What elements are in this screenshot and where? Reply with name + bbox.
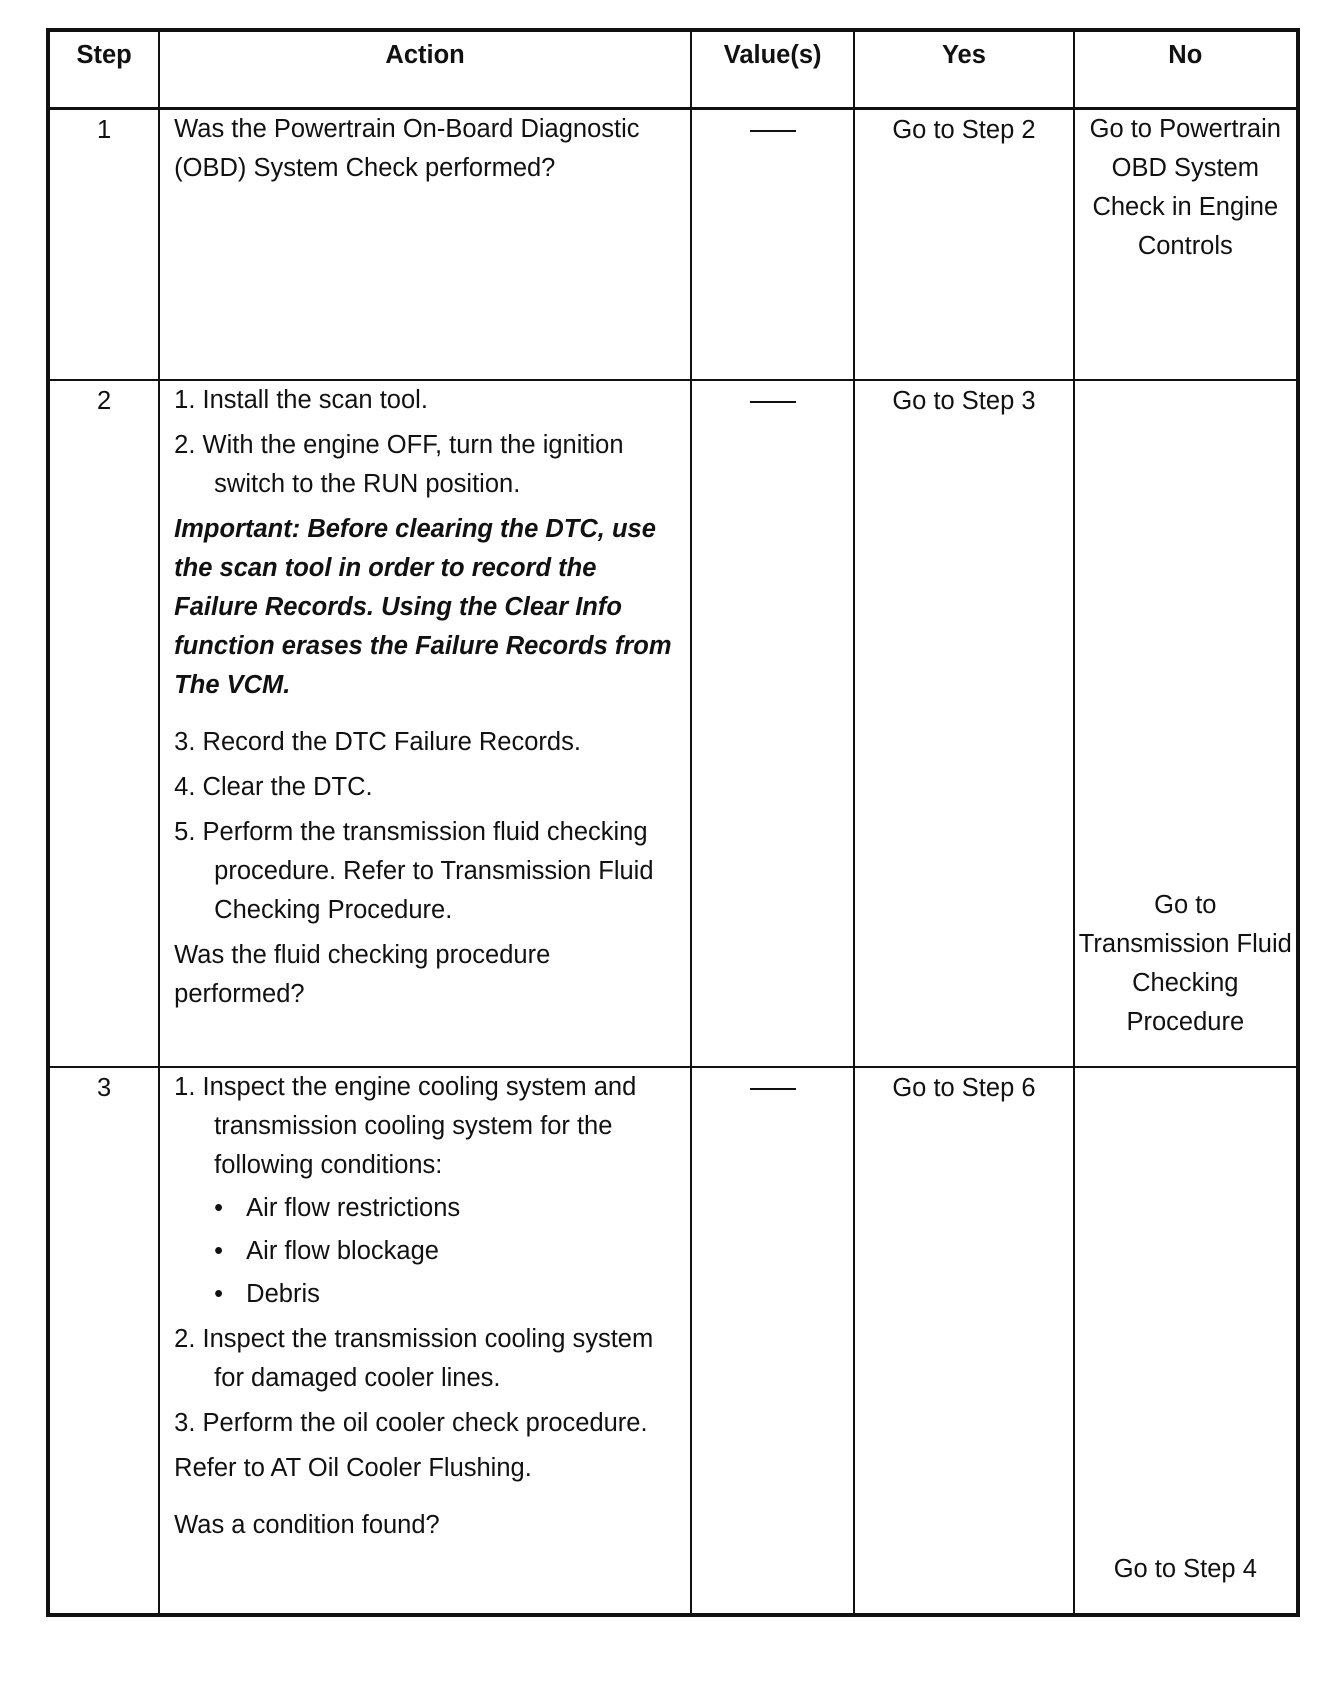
header-yes: Yes — [854, 30, 1073, 109]
value-cell — [691, 1067, 854, 1615]
yes-cell: Go to Step 6 — [854, 1067, 1073, 1615]
diagnostic-table — [46, 28, 1300, 1617]
header-step: Step — [48, 30, 159, 109]
action-item: 2. Inspect the transmission cooling system for damaged cooler lines. — [174, 1325, 654, 1392]
value-dash — [750, 130, 796, 132]
action-item: 4. Clear the DTC. — [174, 773, 373, 801]
action-question: Was the fluid checking procedure performed? — [174, 941, 551, 1008]
action-item: 3. Record the DTC Failure Records. — [174, 728, 581, 756]
header-action: Action — [159, 30, 691, 109]
table-row — [48, 109, 1298, 381]
action-question: Was a condition found? — [174, 1511, 440, 1539]
bullet-text: Air flow blockage — [246, 1237, 439, 1265]
bullet-icon: • — [214, 1237, 224, 1265]
step-number: 1 — [48, 109, 159, 381]
bullet-item — [174, 1189, 676, 1228]
bullet-text: Air flow restrictions — [246, 1194, 461, 1222]
important-note: Important: Before clearing the DTC, use the scan tool in order to record the Failure Records. Using the Clear Info function erases the Failure Records from The VCM. — [174, 515, 672, 699]
table-row — [48, 380, 1298, 1067]
value-dash — [750, 401, 796, 403]
bullet-text: Debris — [246, 1280, 320, 1308]
action-cell — [159, 380, 691, 1067]
step-number: 2 — [48, 380, 159, 1067]
action-item: 5. Perform the transmission fluid checking procedure. Refer to Transmission Fluid Checking Procedure. — [174, 818, 654, 924]
action-cell — [159, 1067, 691, 1615]
no-cell: Go to Step 4 — [1074, 1067, 1298, 1615]
bullet-icon: • — [214, 1280, 224, 1308]
value-dash — [750, 1088, 796, 1090]
no-cell: Go to Transmission Fluid Checking Procedure — [1074, 380, 1298, 1067]
value-cell — [691, 109, 854, 381]
bullet-icon: • — [214, 1194, 224, 1222]
action-cell — [159, 109, 691, 381]
bullet-item — [174, 1275, 676, 1314]
yes-cell: Go to Step 3 — [854, 380, 1073, 1067]
table-row — [48, 1067, 1298, 1615]
header-row — [48, 30, 1298, 109]
action-item: 1. Install the scan tool. — [174, 386, 428, 414]
no-cell: Go to Powertrain OBD System Check in Engine Controls — [1074, 109, 1298, 381]
action-question: Was the Powertrain On-Board Diagnostic (OBD) System Check performed? — [174, 115, 640, 182]
header-values: Value(s) — [691, 30, 854, 109]
action-item: 1. Inspect the engine cooling system and transmission cooling system for the following conditions: — [174, 1073, 637, 1179]
action-item: 2. With the engine OFF, turn the ignition switch to the RUN position. — [174, 431, 624, 498]
action-item: 3. Perform the oil cooler check procedure. — [174, 1409, 648, 1437]
step-number: 3 — [48, 1067, 159, 1615]
refer-text: Refer to AT Oil Cooler Flushing. — [174, 1454, 532, 1482]
yes-cell: Go to Step 2 — [854, 109, 1073, 381]
value-cell — [691, 380, 854, 1067]
header-no: No — [1074, 30, 1298, 109]
bullet-item — [174, 1232, 676, 1271]
